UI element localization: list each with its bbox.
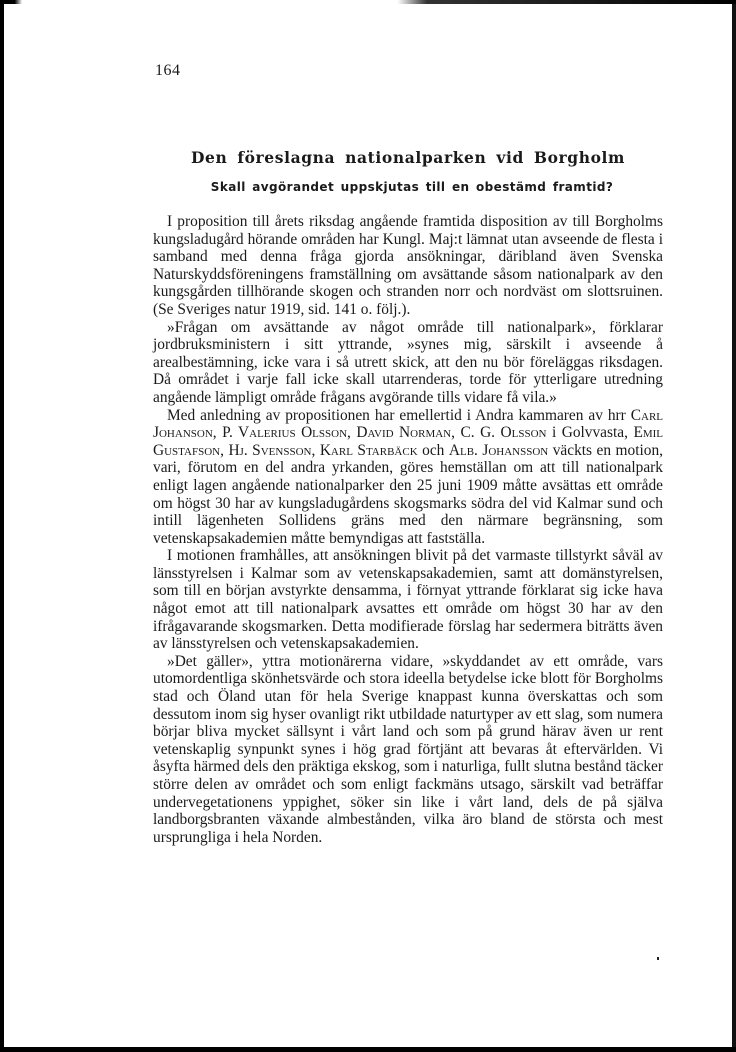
article-subtitle: Skall avgörandet uppskjutas till en obestämd framtid? [210,180,614,194]
paragraph-2: »Frågan om avsättande av något område till nationalpark», förklarar jordbruksministern i sitt yttrande, »synes mig, särskilt i avseende å arealbestämning, icke vara i så utrett skick, att den nu bör föreläggas riksdagen. Då området i varje fall icke skall utarrenderas, torde för ytterligare utredning angående lämpligt område frågans avgörande tills vidare få vila.» [153,318,663,406]
paragraph-4: I motionen framhålles, att ansökningen blivit på det varmaste tillstyrkt såväl av länsstyrelsen i Kalmar som av vetenskapsakademien, samt att domänstyrelsen, som till en början avstyrkte densamma, i förnyat yttrande förklarat sig icke hava något emot att till nationalpark avsattes ett område om högst 30 har av den ifrågavarande skogsmarken. Detta modifierade förslag har sedermera biträtts även av länsstyrelsen och vetenskapsakademien. [153,547,663,653]
paragraph-3-text: Med anledning av propositionen har emellertid i Andra kammaren av hrr [167,406,631,424]
scan-border-left [0,0,4,1052]
person-name: David Norman [356,424,452,442]
person-name: Alb. Johansson [448,441,549,459]
paragraph-3 [153,407,663,548]
separator: och [417,441,449,459]
paragraph-1: I proposition till årets riksdag angående framtida disposition av till Borgholms kungsladugård hörande områden har Kungl. Maj:t lämnat utan avseende de flesta i samband med denna fråga gjorda ansökningar, däribland även Svenska Naturskyddsföreningens framställning om avsättande såsom nationalpark av den kungsgården tillhörande skogen och stranden norr och nordväst om slottsruinen. (Se Sveriges natur 1919, sid. 141 o. följ.). [153,213,663,318]
place-text: i Golvvasta, [546,424,634,442]
person-name: Karl Starbäck [319,441,418,459]
separator: , [347,424,357,442]
person-name: Hj. Svensson [228,441,312,459]
separator: , [212,424,223,442]
scan-border-top [0,0,736,4]
person-name: Emil Gustafson [153,424,664,459]
paragraph-3-text: väckts en motion, vari, förutom en del andra yrkanden, göres hemställan om att till nationalpark enligt lagen angående nationalparker den 25 juni 1909 måtte avsättas ett område om högst 30 har av kungsladugårdens skogsmarks södra del vid Kalmar sund och intill lägenheten Sollidens gräns med den närmare begränsning, som vetenskapsakademien måtte bemyndigas att fastställa. [153,441,664,547]
separator: , [451,424,461,442]
person-name: P. Valerius Olsson [222,424,348,442]
separator: , [311,441,320,459]
person-name: C. G. Olsson [460,424,547,442]
person-name: Carl Johanson [153,406,663,442]
article-body [153,213,663,846]
print-speck [657,957,659,960]
scan-border-right [732,0,736,1052]
separator: , [220,441,229,459]
page-number: 164 [155,62,181,79]
paragraph-5: »Det gäller», yttra motionärerna vidare, »skyddandet av ett område, vars utomordentliga skönhetsvärde och stora ideella betydelse icke blott för Borgholms stad och Öland utan för hela Sverige knappast kunna överskattas och som dessutom inom sig hyser ovanligt rikt utbildade naturtyper av ett slag, som numera börjar bliva mycket sällsynt i vårt land och som på grund härav även ur rent vetenskaplig synpunkt synes i hög grad förtjänt att bevaras åt eftervärlden. Vi åsyfta härmed dels den präktiga ekskog, som i naturliga, fullt slutna bestånd täcker större delen av området och som enligt fackmäns utsago, särskilt vad beträffar undervegetationens yppighet, söker sin like i vårt land, dels de på själva landborgsbranten växande almbestånden, vilka äro bland de största och mest ursprungliga i hela Norden. [153,652,663,846]
scan-border-bottom [0,1047,736,1052]
article-title: Den föreslagna nationalparken vid Borgholm [190,148,626,167]
